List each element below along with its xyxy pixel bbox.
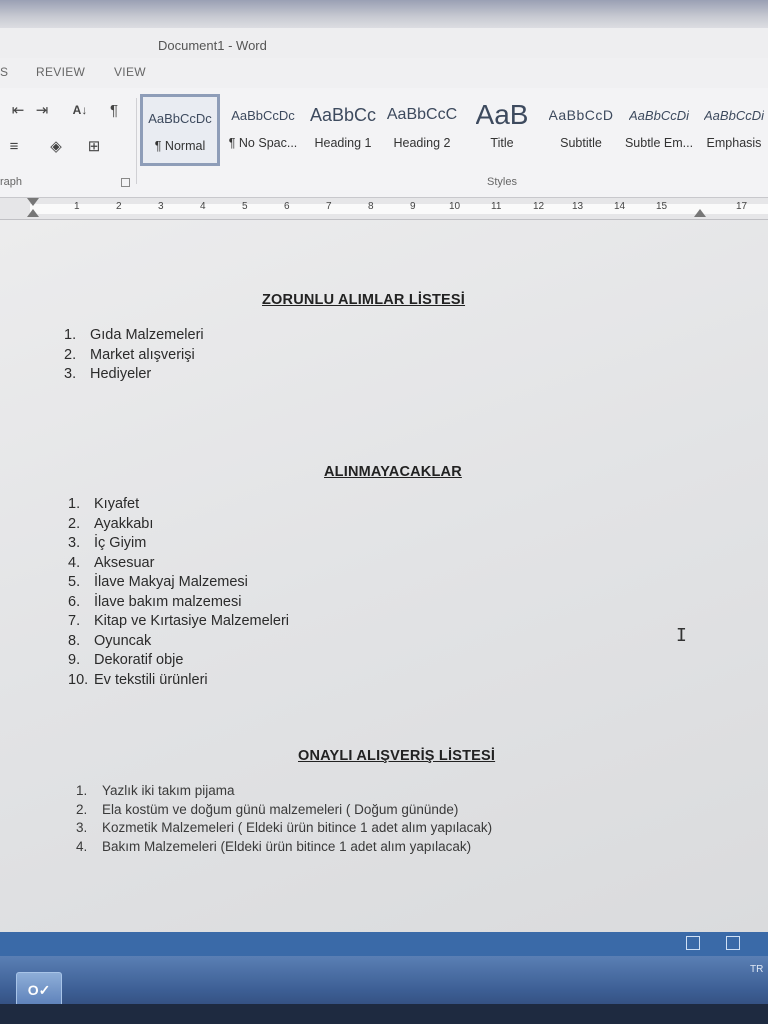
styles-group-label: Styles [487, 176, 517, 188]
ribbon [0, 88, 768, 198]
paragraph-group-label: raph [0, 176, 23, 188]
style-label: Emphasis [706, 136, 762, 150]
web-layout-icon[interactable] [726, 936, 740, 950]
style-subtle-emphasis[interactable] [622, 94, 696, 166]
style-preview: AaBbCcDi [704, 107, 764, 123]
list-text: Ayakkabı [94, 515, 154, 532]
style-label: Heading 2 [393, 136, 451, 150]
list-number: 2. [68, 515, 81, 532]
numbered-list [68, 495, 289, 690]
tab-partial[interactable]: S [0, 65, 9, 79]
style-heading-1[interactable] [306, 94, 380, 166]
ruler-number: 12 [533, 201, 545, 212]
numbered-list [64, 326, 204, 385]
style-label: Heading 1 [314, 136, 372, 150]
style-label: Subtle Em... [624, 136, 694, 150]
pilcrow-icon[interactable]: ¶ [109, 101, 119, 119]
ruler-number: 1 [74, 201, 80, 212]
list-item [64, 326, 204, 346]
tab-view[interactable]: VIEW [114, 65, 146, 79]
ruler-number: 9 [410, 201, 416, 212]
list-number: 1. [76, 783, 88, 798]
ribbon-tabs [0, 58, 768, 88]
list-text: Kitap ve Kırtasiye Malzemeleri [94, 613, 290, 629]
section-heading: ZORUNLU ALIMLAR LİSTESİ [262, 292, 466, 308]
list-number: 1. [68, 496, 81, 512]
list-item [68, 495, 289, 515]
text-cursor-icon: I [676, 625, 687, 646]
borders-icon[interactable]: ⊞ [87, 138, 101, 155]
ruler-number: 6 [284, 201, 290, 212]
numbered-list [76, 782, 492, 856]
list-number: 3. [76, 820, 88, 835]
title-bar [0, 28, 768, 58]
section-heading: ALINMAYACAKLAR [324, 464, 462, 480]
list-number: 7. [68, 613, 81, 629]
list-number: 5. [68, 574, 81, 590]
ruler-number: 7 [326, 201, 332, 212]
paragraph-group [0, 88, 135, 198]
list-item [68, 554, 289, 574]
ruler-number: 15 [656, 201, 668, 212]
list-item [76, 838, 492, 857]
right-indent-marker[interactable] [694, 209, 706, 217]
list-text: Aksesuar [94, 554, 155, 571]
list-item [68, 593, 289, 613]
increase-indent-icon[interactable]: ⇥ [35, 102, 49, 119]
style-label: ¶ No Spac... [228, 136, 298, 150]
list-text: Yazlık iki takım pijama [102, 783, 235, 798]
list-text: Bakım Malzemeleri (Eldeki ürün bitince 1 adet alım yapılacak) [102, 838, 472, 854]
list-item [76, 819, 492, 838]
list-text: Market alışverişi [90, 346, 195, 363]
style-preview: AaBbCcD [548, 107, 614, 123]
ruler-number: 11 [491, 201, 502, 212]
print-layout-icon[interactable] [686, 936, 700, 950]
list-text: İç Giyim [94, 535, 147, 551]
list-text: Ev tekstili ürünleri [94, 671, 208, 688]
style-heading-2[interactable] [384, 94, 460, 166]
style-normal[interactable] [140, 94, 220, 166]
list-item [76, 782, 492, 801]
style-preview: AaB [475, 99, 529, 130]
line-spacing-icon[interactable]: ≡ [9, 137, 19, 155]
list-item [68, 534, 289, 554]
style-no-spacing[interactable] [224, 94, 302, 166]
ruler[interactable] [0, 198, 768, 220]
list-number: 2. [76, 801, 88, 817]
list-item [68, 515, 289, 535]
list-item [68, 651, 289, 671]
style-title[interactable] [464, 94, 540, 166]
list-item [64, 346, 204, 366]
list-text: Dekoratif obje [94, 652, 184, 668]
list-text: Kıyafet [94, 496, 140, 512]
list-number: 6. [68, 593, 81, 610]
list-item [76, 801, 492, 820]
style-preview: AaBbCcDc [148, 110, 212, 126]
style-label: Subtitle [560, 136, 602, 150]
sort-icon[interactable]: A↓ [72, 103, 88, 117]
first-line-indent-marker[interactable] [27, 198, 39, 206]
dialog-launcher-icon[interactable] [121, 178, 130, 187]
list-item [64, 365, 204, 385]
list-number: 3. [64, 366, 77, 382]
style-label: ¶ Normal [154, 139, 206, 153]
list-text: İlave bakım malzemesi [94, 593, 242, 610]
list-text: Hediyeler [90, 366, 152, 382]
list-item [68, 632, 289, 652]
top-edge [0, 0, 768, 28]
status-bar [0, 932, 768, 956]
list-number: 4. [76, 838, 88, 854]
shading-icon[interactable]: ◈ [50, 138, 62, 155]
list-text: Kozmetik Malzemeleri ( Eldeki ürün bitince 1 adet alım yapılacak) [102, 820, 493, 835]
hanging-indent-marker[interactable] [27, 209, 39, 217]
ruler-number: 14 [614, 201, 626, 212]
list-text: İlave Makyaj Malzemesi [94, 574, 248, 590]
style-preview: AaBbCcDi [629, 107, 689, 123]
styles-gallery [140, 94, 768, 166]
ruler-number: 5 [242, 201, 248, 212]
ruler-number: 2 [116, 201, 122, 212]
list-number: 3. [68, 535, 81, 551]
ruler-number: 17 [736, 201, 748, 212]
document-page[interactable] [0, 220, 768, 932]
list-number: 4. [68, 554, 81, 571]
list-item [68, 573, 289, 593]
list-number: 9. [68, 652, 81, 668]
ruler-number: 8 [368, 201, 374, 212]
window-title: Document1 - Word [158, 38, 267, 53]
style-preview: AaBbCcDc [231, 107, 295, 123]
bottom-edge [0, 1004, 768, 1024]
style-preview: AaBbCcC [386, 106, 458, 123]
list-text: Gıda Malzemeleri [90, 327, 204, 343]
ruler-number: 4 [200, 201, 206, 212]
style-label: Title [490, 136, 514, 150]
list-item [68, 612, 289, 632]
style-emphasis[interactable] [700, 94, 768, 166]
section-heading: ONAYLI ALIŞVERİŞ LİSTESİ [298, 748, 496, 764]
list-number: 8. [68, 632, 81, 649]
tab-review[interactable]: REVIEW [36, 65, 86, 79]
style-subtitle[interactable] [544, 94, 618, 166]
list-text: Oyuncak [94, 632, 152, 649]
ruler-number: 3 [158, 201, 164, 212]
list-number: 2. [64, 346, 77, 363]
ruler-number: 10 [449, 201, 461, 212]
style-preview: AaBbCc [309, 104, 377, 125]
outlook-taskbar-icon[interactable]: O✓ [16, 972, 62, 1008]
list-item [68, 671, 289, 691]
group-divider [136, 98, 137, 184]
list-text: Ela kostüm ve doğum günü malzemeleri ( Doğum gününde) [102, 801, 459, 817]
list-number: 1. [64, 327, 77, 343]
ruler-number: 13 [572, 201, 584, 212]
language-indicator[interactable]: TR [750, 964, 764, 975]
decrease-indent-icon[interactable]: ⇤ [11, 102, 25, 119]
list-number: 10. [68, 671, 89, 688]
